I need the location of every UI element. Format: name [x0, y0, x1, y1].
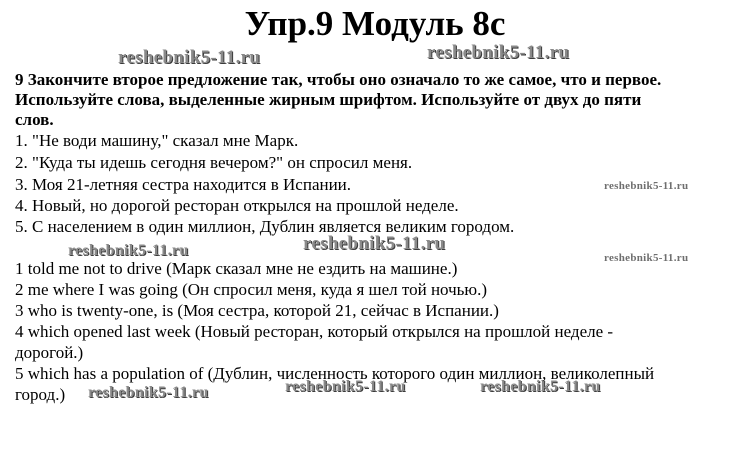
answer-item: 2 me where I was going (Он спросил меня, куда я шел той ночью.) — [15, 280, 488, 299]
answer-item: 3 who is twenty-one, is (Моя сестра, которой 21, сейчас в Испании.) — [15, 301, 499, 320]
sentence-item: 2. "Куда ты идешь сегодня вечером?" он спросил меня. — [15, 153, 413, 172]
watermark: reshebnik5-11.ru — [604, 252, 689, 264]
task-instruction-line: Используйте слова, выделенные жирным шрифтом. Используйте от двух до пяти — [15, 90, 642, 109]
answer-item: 4 which opened last week (Новый ресторан, который открылся на прошлой неделе - — [15, 322, 614, 341]
watermark: reshebnik5-11.ru — [68, 242, 189, 259]
watermark: reshebnik5-11.ru — [303, 233, 446, 254]
task-instruction-line: 9 Закончите второе предложение так, чтобы оно означало то же самое, что и первое. — [15, 70, 662, 89]
page-title: Упр.9 Модуль 8с — [244, 4, 506, 43]
watermark: reshebnik5-11.ru — [118, 47, 261, 68]
answer-item-continued: дорогой.) — [15, 343, 84, 362]
watermark: reshebnik5-11.ru — [604, 180, 689, 192]
watermark: reshebnik5-11.ru — [427, 42, 570, 63]
sentence-item: 3. Моя 21-летняя сестра находится в Испании. — [15, 175, 352, 194]
task-instruction-line: слов. — [15, 110, 54, 129]
sentence-item: 4. Новый, но дорогой ресторан открылся на прошлой неделе. — [15, 196, 459, 215]
watermark: reshebnik5-11.ru — [285, 378, 406, 395]
sentence-item: 5. С населением в один миллион, Дублин является великим городом. — [15, 217, 515, 236]
answer-item: 1 told me not to drive (Марк сказал мне не ездить на машине.) — [15, 259, 458, 278]
sentence-item: 1. "Не води машину," сказал мне Марк. — [15, 131, 299, 150]
answer-item: 5 which has a population of (Дублин, численность которого один миллион, великолепный — [15, 364, 655, 383]
answer-item-continued: город.) — [15, 385, 66, 404]
watermark: reshebnik5-11.ru — [88, 384, 209, 401]
watermark: reshebnik5-11.ru — [480, 378, 601, 395]
